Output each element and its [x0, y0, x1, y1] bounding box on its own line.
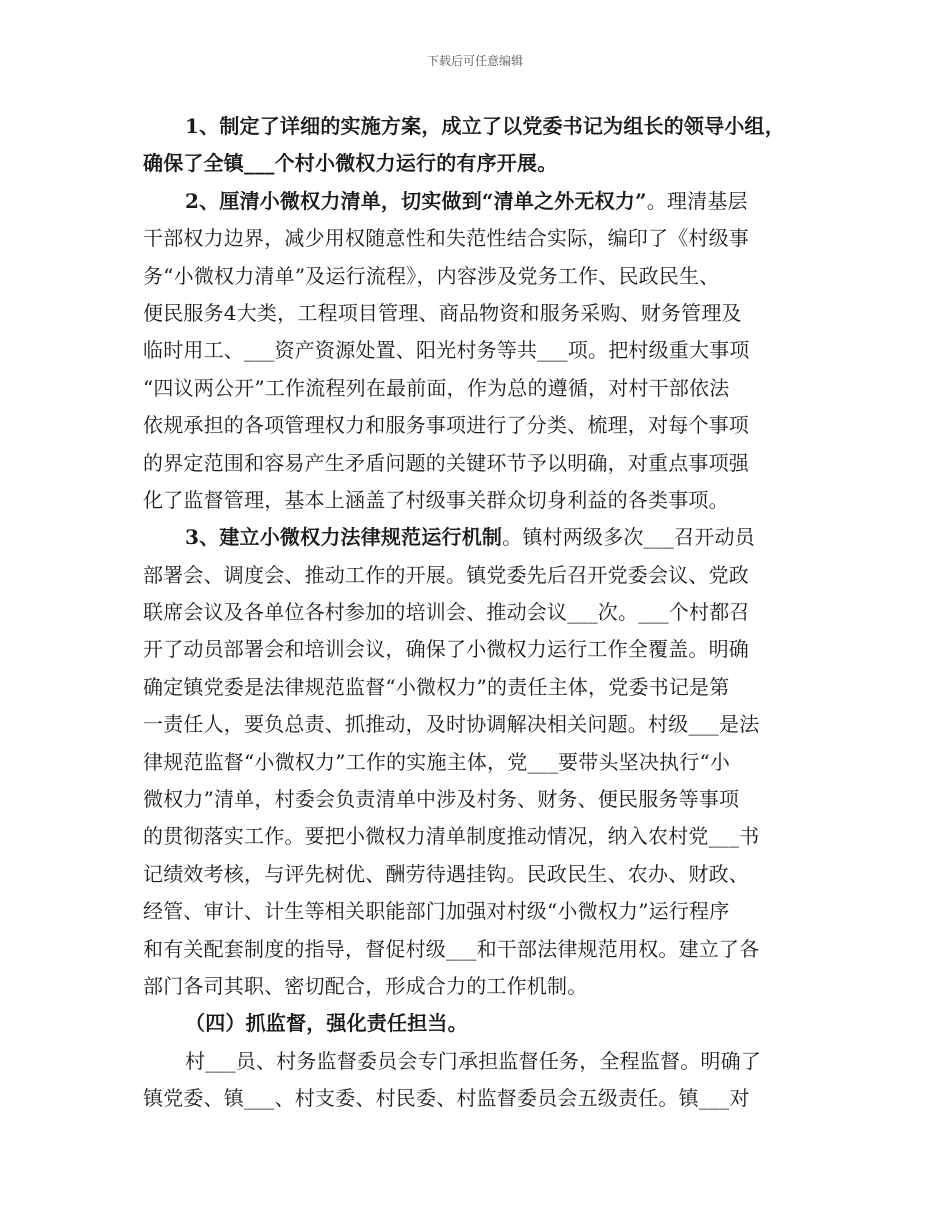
text-line: [143, 968, 813, 1005]
body-text: 的界定范围和容易产生矛盾问题的关键环节予以明确，对重点事项强: [143, 450, 749, 475]
text-line: [143, 220, 813, 257]
body-text: 化了监督管理，基本上涵盖了村级事关群众切身利益的各类事项。: [143, 487, 729, 512]
text-line: [143, 1005, 813, 1042]
body-text: 和有关配套制度的指导，督促村级___和干部法律规范用权。建立了各: [143, 936, 760, 961]
text-line: [143, 445, 813, 482]
text-line: [143, 594, 813, 631]
body-text: 便民服务4大类，工程项目管理、商品物资和服务采购、财务管理及: [143, 300, 742, 325]
text-line: [143, 706, 813, 743]
body-text: 务“小微权力清单”及运行流程》，内容涉及党务工作、民政民生、: [143, 263, 720, 288]
text-line: [143, 332, 813, 369]
text-line: [143, 145, 813, 182]
body-text: 镇党委、镇___、村支委、村民委、村监督委员会五级责任。镇___对: [143, 1086, 750, 1111]
body-text: 经管、审计、计生等相关职能部门加强对村级“小微权力”运行程序: [143, 899, 730, 924]
body-text: 临时用工、___资产资源处置、阳光村务等共___项。把村级重大事项: [143, 338, 750, 363]
body-text: 联席会议及各单位各村参加的培训会、推动会议___次。___个村都召: [143, 600, 750, 625]
body-text: 部署会、调度会、推动工作的开展。镇党委先后召开党委会议、党政: [143, 562, 749, 587]
text-line: [143, 1043, 813, 1080]
text-line: [143, 818, 813, 855]
text-line: [143, 482, 813, 519]
text-line: [143, 856, 813, 893]
body-text: 。镇村两级多次___召开动员: [502, 525, 755, 550]
text-line: [143, 744, 813, 781]
body-text: 微权力”清单，村委会负责清单中涉及村务、财务、便民服务等事项: [143, 787, 740, 812]
text-line: [143, 669, 813, 706]
body-text: 村___员、村务监督委员会专门承担监督任务，全程监督。明确了: [185, 1048, 761, 1073]
body-text: 。理清基层: [646, 188, 748, 213]
text-line: [143, 781, 813, 818]
bold-text: 确保了全镇___个村小微权力运行的有序开展。: [143, 151, 558, 176]
text-line: [143, 258, 813, 295]
text-line: [143, 631, 813, 668]
bold-text: 3、建立小微权力法律规范运行机制: [185, 525, 503, 550]
text-line: [143, 931, 813, 968]
body-text: 律规范监督“小微权力”工作的实施主体，党___要带头坚决执行“小: [143, 749, 731, 774]
text-line: [143, 893, 813, 930]
body-text: 的贯彻落实工作。要把小微权力清单制度推动情况，纳入农村党___书: [143, 824, 760, 849]
body-text: 依规承担的各项管理权力和服务事项进行了分类、梳理，对每个事项: [143, 413, 749, 438]
body-text: 部门各司其职、密切配合，形成合力的工作机制。: [143, 973, 588, 998]
body-text: 确定镇党委是法律规范监督“小微权力”的责任主体，党委书记是第: [143, 674, 730, 699]
text-line: [143, 183, 813, 220]
bold-text: 2、厘清小微权力清单，切实做到“清单之外无权力”: [185, 188, 647, 213]
bold-text: 1、制定了详细的实施方案，成立了以党委书记为组长的领导小组，: [185, 114, 785, 138]
document-body: [143, 108, 813, 1118]
text-line: [143, 370, 813, 407]
text-line: [143, 407, 813, 444]
bold-text: （四）抓监督，强化责任担当。: [185, 1011, 468, 1036]
text-line: [143, 108, 813, 145]
body-text: “四议两公开”工作流程列在最前面，作为总的遵循，对村干部依法: [143, 375, 730, 400]
body-text: 干部权力边界，减少用权随意性和失范性结合实际，编印了《村级事: [143, 226, 749, 251]
text-line: [143, 295, 813, 332]
body-text: 开了动员部署会和培训会议，确保了小微权力运行工作全覆盖。明确: [143, 637, 749, 662]
body-text: 一责任人，要负总责、抓推动，及时协调解决相关问题。村级___是法: [143, 712, 760, 737]
text-line: [143, 519, 813, 556]
page-header: 下载后可任意编辑: [426, 54, 523, 68]
body-text: 记绩效考核，与评先树优、酬劳待遇挂钩。民政民生、农办、财政、: [143, 861, 749, 886]
text-line: [143, 1080, 813, 1117]
text-line: [143, 557, 813, 594]
